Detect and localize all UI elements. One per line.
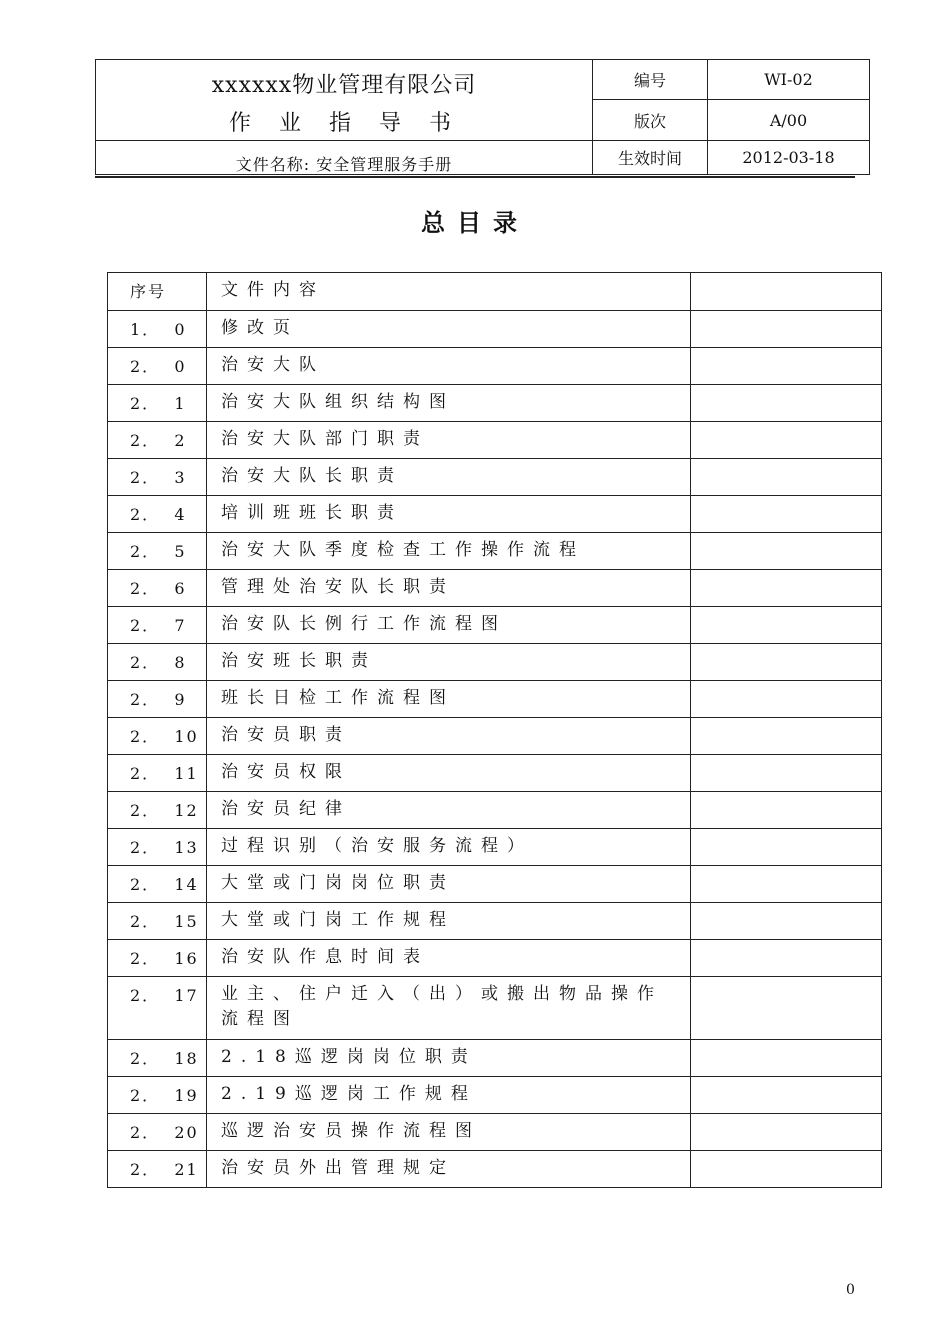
toc-header-extra — [691, 273, 881, 310]
toc-item-extra — [691, 903, 881, 939]
company-name: xxxxxx物业管理有限公司 — [211, 73, 477, 98]
toc-header-content: 文件内容 — [207, 273, 691, 310]
toc-item-title: 治安大队季度检查工作操作流程 — [207, 533, 691, 569]
toc-item-extra — [691, 829, 881, 865]
table-row — [108, 643, 881, 680]
table-row — [108, 347, 881, 384]
table-row — [108, 310, 881, 347]
toc-item-title: 2.19巡逻岗工作规程 — [207, 1077, 691, 1113]
toc-item-number: 2． 16 — [108, 940, 207, 976]
toc-item-number: 2． 8 — [108, 644, 207, 680]
field-label-version: 版次 — [633, 111, 666, 131]
table-row — [108, 384, 881, 421]
toc-item-number: 2． 2 — [108, 422, 207, 458]
table-row — [108, 458, 881, 495]
toc-item-extra — [691, 1114, 881, 1150]
toc-item-extra — [691, 1077, 881, 1113]
toc-item-number: 2． 5 — [108, 533, 207, 569]
toc-item-title: 治安员职责 — [207, 718, 691, 754]
toc-item-number: 2． 11 — [108, 755, 207, 791]
toc-item-extra — [691, 533, 881, 569]
toc-item-title: 治安班长职责 — [207, 644, 691, 680]
toc-item-title: 培训班班长职责 — [207, 496, 691, 532]
table-row — [108, 791, 881, 828]
toc-item-extra — [691, 348, 881, 384]
toc-item-extra — [691, 607, 881, 643]
field-value-effective-date: 2012-03-18 — [742, 148, 835, 167]
table-row — [108, 532, 881, 569]
toc-item-extra — [691, 496, 881, 532]
table-row — [108, 976, 881, 1039]
field-value-version: A/00 — [769, 110, 808, 130]
toc-item-number: 2． 3 — [108, 459, 207, 495]
toc-item-title: 治安大队部门职责 — [207, 422, 691, 458]
table-row — [108, 606, 881, 643]
toc-item-title: 班长日检工作流程图 — [207, 681, 691, 717]
toc-item-title: 大堂或门岗工作规程 — [207, 903, 691, 939]
toc-item-number: 2． 9 — [108, 681, 207, 717]
toc-item-title: 治安队作息时间表 — [207, 940, 691, 976]
toc-item-extra — [691, 940, 881, 976]
toc-item-title: 治安大队长职责 — [207, 459, 691, 495]
toc-item-number: 2． 19 — [108, 1077, 207, 1113]
toc-item-number: 2． 0 — [108, 348, 207, 384]
table-row — [108, 1113, 881, 1150]
file-name: 文件名称: 安全管理服务手册 — [235, 155, 453, 174]
field-label-effective-date: 生效时间 — [617, 149, 682, 168]
toc-item-extra — [691, 311, 881, 347]
field-label-code: 编号 — [633, 71, 666, 90]
document-type: 作业指导书 — [228, 111, 479, 136]
toc-item-number: 2． 7 — [108, 607, 207, 643]
toc-item-extra — [691, 422, 881, 458]
table-row — [108, 1150, 881, 1187]
table-row — [108, 717, 881, 754]
toc-item-title: 治安大队 — [207, 348, 691, 384]
toc-item-number: 2． 4 — [108, 496, 207, 532]
toc-item-title: 治安队长例行工作流程图 — [207, 607, 691, 643]
toc-item-number: 2． 1 — [108, 385, 207, 421]
toc-item-title: 治安员纪律 — [207, 792, 691, 828]
toc-item-number: 2． 15 — [108, 903, 207, 939]
toc-item-title: 大堂或门岗岗位职责 — [207, 866, 691, 902]
toc-item-extra — [691, 459, 881, 495]
toc-header-row — [108, 273, 881, 310]
toc-item-title: 过程识别（治安服务流程） — [207, 829, 691, 865]
toc-item-extra — [691, 570, 881, 606]
toc-item-extra — [691, 681, 881, 717]
toc-table — [107, 272, 882, 1188]
table-row — [108, 569, 881, 606]
toc-item-title: 2.18巡逻岗岗位职责 — [207, 1040, 691, 1076]
toc-item-number: 2． 21 — [108, 1151, 207, 1187]
table-row — [108, 754, 881, 791]
header-rule — [95, 176, 855, 178]
table-row — [108, 902, 881, 939]
toc-item-extra — [691, 1151, 881, 1187]
document-header — [95, 59, 870, 175]
page-title: 总目录 — [421, 208, 529, 237]
table-row — [108, 865, 881, 902]
toc-item-number: 2． 10 — [108, 718, 207, 754]
table-row — [108, 828, 881, 865]
toc-item-title: 治安员权限 — [207, 755, 691, 791]
toc-item-number: 2． 17 — [108, 977, 207, 1039]
toc-item-number: 2． 20 — [108, 1114, 207, 1150]
toc-item-extra — [691, 755, 881, 791]
toc-item-title: 巡逻治安员操作流程图 — [207, 1114, 691, 1150]
table-row — [108, 495, 881, 532]
toc-item-title: 管理处治安队长职责 — [207, 570, 691, 606]
toc-item-title: 修改页 — [207, 311, 691, 347]
table-row — [108, 939, 881, 976]
toc-item-number: 2． 14 — [108, 866, 207, 902]
toc-item-extra — [691, 385, 881, 421]
toc-item-extra — [691, 977, 881, 1039]
toc-item-extra — [691, 1040, 881, 1076]
toc-item-extra — [691, 866, 881, 902]
toc-item-extra — [691, 718, 881, 754]
toc-item-number: 2． 18 — [108, 1040, 207, 1076]
toc-item-number: 2． 6 — [108, 570, 207, 606]
table-row — [108, 1039, 881, 1076]
toc-item-title: 治安大队组织结构图 — [207, 385, 691, 421]
toc-item-extra — [691, 792, 881, 828]
toc-item-title: 业主、住户迁入（出）或搬出物品操作流程图 — [207, 977, 691, 1039]
toc-header-num: 序号 — [108, 273, 207, 310]
toc-item-number: 2． 13 — [108, 829, 207, 865]
table-row — [108, 680, 881, 717]
toc-item-extra — [691, 644, 881, 680]
toc-item-number: 1． 0 — [108, 311, 207, 347]
field-value-code: WI-02 — [764, 70, 813, 89]
toc-item-number: 2． 12 — [108, 792, 207, 828]
table-row — [108, 1076, 881, 1113]
page-number: 0 — [846, 1282, 855, 1298]
table-row — [108, 421, 881, 458]
toc-item-title: 治安员外出管理规定 — [207, 1151, 691, 1187]
